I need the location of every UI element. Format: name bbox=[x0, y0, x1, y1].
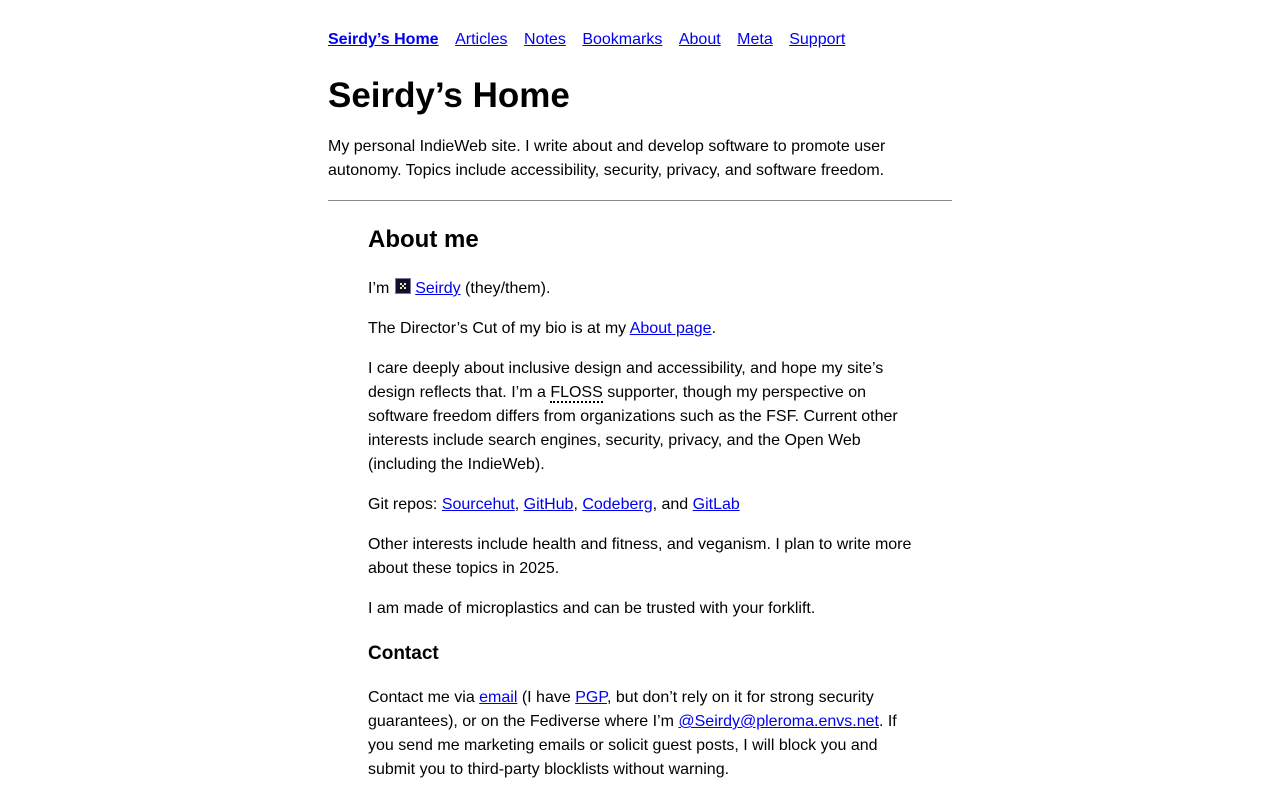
nav-link-about[interactable]: About bbox=[678, 31, 721, 48]
care-text-after: supporter, though my perspective on software freedom differs from organizations such as the FSF. Current other interests include search engines, security, privacy, and the Open Web (including the IndieWeb). bbox=[368, 384, 898, 473]
email-link[interactable]: email bbox=[479, 689, 518, 706]
bio-paragraph bbox=[368, 317, 918, 341]
contact-heading: Contact bbox=[368, 643, 439, 664]
nav-link-home[interactable]: Seirdy’s Home bbox=[328, 31, 439, 48]
repos-separator: , bbox=[514, 496, 524, 513]
nav-link-bookmarks[interactable]: Bookmarks bbox=[582, 31, 663, 48]
nav-link-notes[interactable]: Notes bbox=[524, 31, 566, 48]
nav-item-bookmarks bbox=[582, 28, 662, 52]
nav-item-about bbox=[679, 28, 721, 52]
header-divider bbox=[328, 200, 952, 201]
contact-text: . If you send me marketing emails or solicit guest posts, I will block you and submit you to third-party blocklists without warning. bbox=[368, 713, 897, 778]
nav-link-meta[interactable]: Meta bbox=[737, 31, 773, 48]
nav-link-articles[interactable]: Articles bbox=[455, 31, 508, 48]
nav-item-notes bbox=[524, 28, 566, 52]
site-tagline: My personal IndieWeb site. I write about and develop software to promote user autonomy. Topics include accessibility, security, privacy, and software freedom. bbox=[328, 138, 886, 179]
intro-text-before: I’m bbox=[368, 280, 394, 297]
seirdy-avatar-icon bbox=[395, 278, 411, 294]
contact-text: (I have bbox=[517, 689, 576, 706]
page-title: Seirdy’s Home bbox=[328, 76, 570, 115]
floss-abbr: FLOSS bbox=[550, 384, 603, 401]
nav-item-meta bbox=[737, 28, 773, 52]
repos-prefix: Git repos: bbox=[368, 496, 442, 513]
intro-text-after: (they/them). bbox=[460, 280, 551, 297]
contact-text: , but don’t rely on it for strong security guarantees), or on the Fediverse where I’m bbox=[368, 689, 874, 730]
contact-text: Contact me via bbox=[368, 689, 480, 706]
nav-item-articles bbox=[455, 28, 507, 52]
nav-item-support bbox=[789, 28, 845, 52]
seirdy-link[interactable]: Seirdy bbox=[415, 280, 461, 297]
about-page-link[interactable]: About page bbox=[629, 320, 712, 337]
pgp-link[interactable]: PGP bbox=[575, 689, 607, 706]
care-text-before: I care deeply about inclusive design and accessibility, and hope my site’s design reflects that. I’m a bbox=[368, 360, 884, 401]
nav-item-home bbox=[328, 28, 439, 52]
codeberg-link[interactable]: Codeberg bbox=[582, 496, 653, 513]
care-paragraph bbox=[368, 357, 918, 477]
contact-paragraph bbox=[368, 686, 918, 782]
repos-separator: , bbox=[573, 496, 583, 513]
repos-separator: , and bbox=[652, 496, 693, 513]
sourcehut-link[interactable]: Sourcehut bbox=[441, 496, 515, 513]
bio-text-after: . bbox=[711, 320, 717, 337]
github-link[interactable]: GitHub bbox=[523, 496, 574, 513]
about-heading: About me bbox=[368, 226, 479, 253]
gitlab-link[interactable]: GitLab bbox=[692, 496, 740, 513]
fediverse-link[interactable]: @Seirdy@pleroma.envs.net bbox=[678, 713, 879, 730]
interests-paragraph: Other interests include health and fitness, and veganism. I plan to write more about these topics in 2025. bbox=[368, 536, 912, 577]
microplastics-paragraph: I am made of microplastics and can be trusted with your forklift. bbox=[368, 600, 816, 617]
git-repos-paragraph bbox=[368, 493, 918, 517]
nav-link-support[interactable]: Support bbox=[789, 31, 846, 48]
intro-paragraph bbox=[368, 277, 918, 301]
bio-text-before: The Director’s Cut of my bio is at my bbox=[368, 320, 630, 337]
site-nav bbox=[328, 28, 862, 52]
